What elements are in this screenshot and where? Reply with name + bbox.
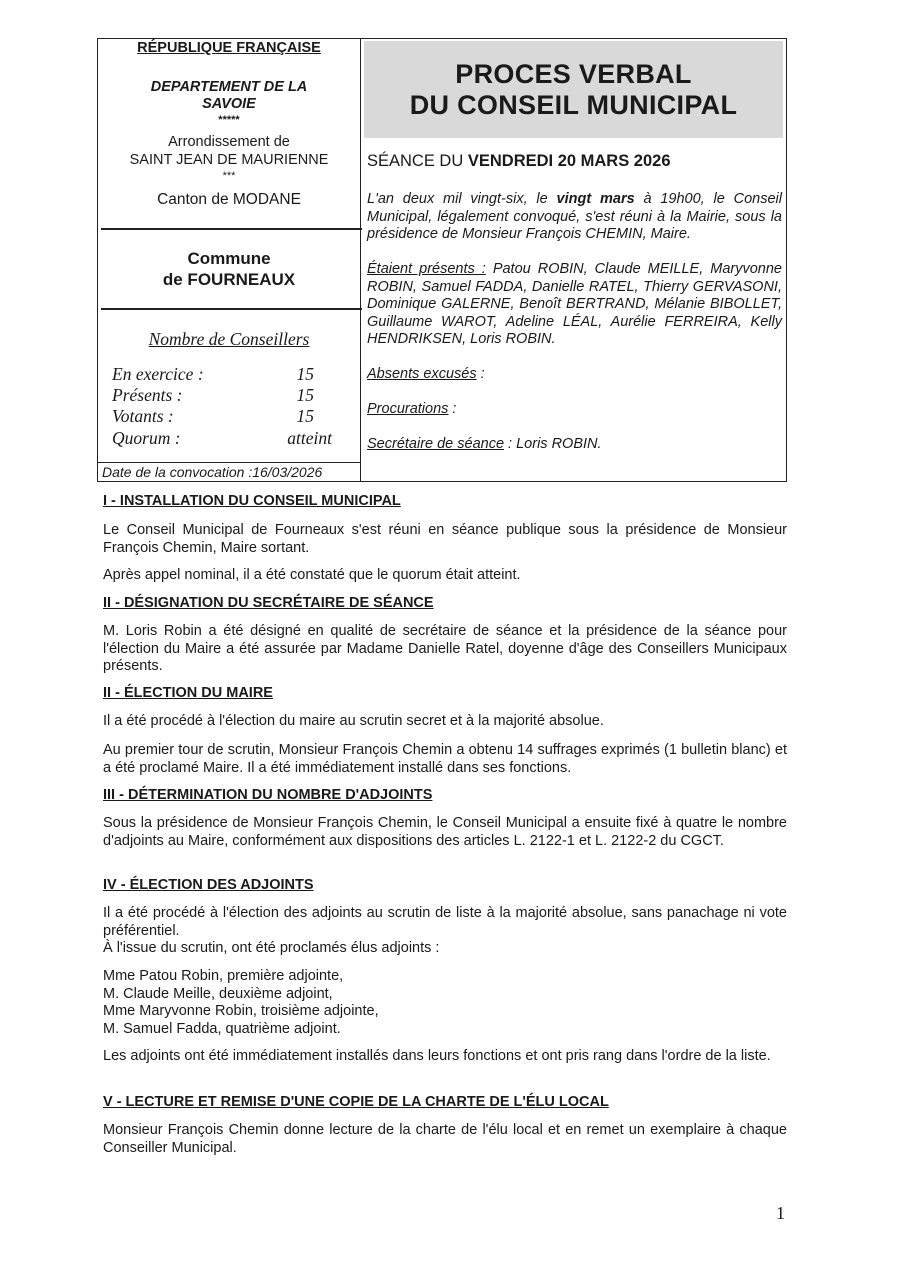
- secretaire-line: [367, 436, 782, 454]
- presents-paragraph: [367, 261, 782, 349]
- absents-label: Absents excusés: [367, 366, 477, 382]
- count-label: Présents :: [112, 385, 183, 405]
- title-box: [364, 41, 783, 138]
- secretaire-label: Secrétaire de séance: [367, 436, 505, 452]
- count-row: [112, 385, 352, 406]
- section-title: V - LECTURE ET REMISE D'UNE COPIE DE LA CHARTE DE L'ÉLU LOCAL: [103, 1094, 609, 1110]
- count-value: atteint: [287, 428, 332, 448]
- commune-line1: Commune: [187, 249, 271, 268]
- section-title: I - INSTALLATION DU CONSEIL MUNICIPAL: [103, 493, 401, 509]
- secretaire-text: : Loris ROBIN.: [504, 436, 602, 452]
- title-line2: DU CONSEIL MUNICIPAL: [409, 89, 738, 120]
- count-value: 15: [296, 385, 314, 405]
- title-line1: PROCES VERBAL: [455, 58, 692, 89]
- seance-heading: [367, 151, 782, 171]
- canton-label: Canton de MODANE: [157, 191, 301, 208]
- count-value: 15: [296, 406, 314, 426]
- section-paragraph: Après appel nominal, il a été constaté que le quorum était atteint.: [103, 567, 521, 583]
- absents-suffix: :: [476, 366, 485, 382]
- intro-text: à 19h00, le Conseil Municipal, légalement convoqué, s'est réuni à la Mairie, sous la présidence de Monsieur François CHEMIN, Maire.: [367, 191, 782, 242]
- date-convocation: Date de la convocation :16/03/2026: [98, 462, 360, 481]
- section-paragraph: À l'issue du scrutin, ont été proclamés élus adjoints :: [103, 940, 440, 956]
- section-paragraph: Il a été procédé à l'élection des adjoints au scrutin de liste à la majorité absolue, sans panachage ni vote préférentiel.: [103, 905, 787, 939]
- list-item: Mme Patou Robin, première adjointe,: [103, 968, 344, 984]
- section-title: II - DÉSIGNATION DU SECRÉTAIRE DE SÉANCE: [103, 595, 434, 611]
- section-paragraph: Le Conseil Municipal de Fourneaux s'est réuni en séance publique sous la présidence de Monsieur François Chemin, Maire sortant.: [103, 522, 787, 556]
- section-title: II - ÉLECTION DU MAIRE: [103, 685, 273, 701]
- stars-separator-5: *****: [218, 114, 240, 126]
- count-label: En exercice :: [112, 364, 204, 384]
- seance-prefix: SÉANCE DU: [367, 152, 468, 170]
- departement-line1: DEPARTEMENT DE LA: [150, 79, 308, 95]
- presents-text: Patou ROBIN, Claude MEILLE, Maryvonne ROBIN, Samuel FADDA, Danielle RATEL, Thierry GERVASONI, Dominique GALERNE, Benoît BERTRAND, Mélanie BIBOLLET, Guillaume WAROT, Adeline LÉAL, Aurélie FERREIRA, Kelly HENDRIKSEN, Loris ROBIN.: [367, 261, 782, 347]
- page-number: 1: [776, 1203, 785, 1223]
- header-frame: [97, 38, 787, 482]
- nombre-conseillers-label: Nombre de Conseillers: [148, 329, 310, 349]
- stars-separator-3: ***: [222, 170, 236, 182]
- count-label: Votants :: [112, 406, 174, 426]
- adjoints-list: [103, 968, 787, 1038]
- count-row: [112, 364, 352, 385]
- list-item: M. Claude Meille, deuxième adjoint,: [103, 985, 333, 1002]
- divider: [101, 308, 362, 310]
- section-paragraph: Sous la présidence de Monsieur François Chemin, le Conseil Municipal a ensuite fixé à quatre le nombre d'adjoints au Maire, conformément aux dispositions des articles L. 2122-1 et L. 2122-2 du CGCT.: [103, 815, 787, 849]
- header-left-column: [98, 39, 361, 481]
- commune-line2: de FOURNEAUX: [162, 270, 296, 289]
- arrondissement-line1: Arrondissement de: [168, 134, 290, 150]
- list-item: Mme Maryvonne Robin, troisième adjointe,: [103, 1003, 379, 1019]
- seance-date: VENDREDI 20 MARS 2026: [467, 152, 671, 170]
- section-paragraph: Les adjoints ont été immédiatement installés dans leurs fonctions et ont pris rang dans l'ordre de la liste.: [103, 1048, 771, 1064]
- section-paragraph: Il a été procédé à l'élection du maire au scrutin secret et à la majorité absolue.: [103, 713, 604, 729]
- intro-text: L'an deux mil vingt-six, le: [367, 191, 557, 207]
- intro-paragraph: [367, 191, 782, 244]
- departement-line2: SAVOIE: [202, 96, 256, 112]
- section-paragraph: Monsieur François Chemin donne lecture de la charte de l'élu local et en remet un exemplaire à chaque Conseiller Municipal.: [103, 1122, 787, 1156]
- divider: [101, 228, 362, 230]
- section-title: IV - ÉLECTION DES ADJOINTS: [103, 877, 314, 893]
- count-row: [112, 428, 352, 449]
- intro-date: vingt mars: [556, 191, 635, 207]
- procurations-label: Procurations: [367, 401, 449, 417]
- republique-label: RÉPUBLIQUE FRANÇAISE: [137, 40, 321, 56]
- arrondissement-line2: SAINT JEAN DE MAURIENNE: [129, 152, 329, 168]
- section-paragraph: Au premier tour de scrutin, Monsieur François Chemin a obtenu 14 suffrages exprimés (1 bulletin blanc) et a été proclamé Maire. Il a été immédiatement installé dans ses fonctions.: [103, 742, 787, 776]
- count-value: 15: [296, 364, 314, 384]
- absents-line: [367, 366, 782, 384]
- header-right-column: [361, 39, 786, 481]
- procurations-line: [367, 401, 782, 419]
- section-title: III - DÉTERMINATION DU NOMBRE D'ADJOINTS: [103, 787, 433, 803]
- count-label: Quorum :: [112, 428, 181, 448]
- section-paragraph: M. Loris Robin a été désigné en qualité de secrétaire de séance et la présidence de la séance pour l'élection du Maire a été assurée par Madame Danielle Ratel, doyenne d'âge des Conseillers Municipaux présents.: [103, 623, 787, 674]
- presents-label: Étaient présents :: [367, 261, 486, 277]
- count-row: [112, 406, 352, 427]
- procurations-suffix: :: [448, 401, 457, 417]
- list-item: M. Samuel Fadda, quatrième adjoint.: [103, 1020, 341, 1037]
